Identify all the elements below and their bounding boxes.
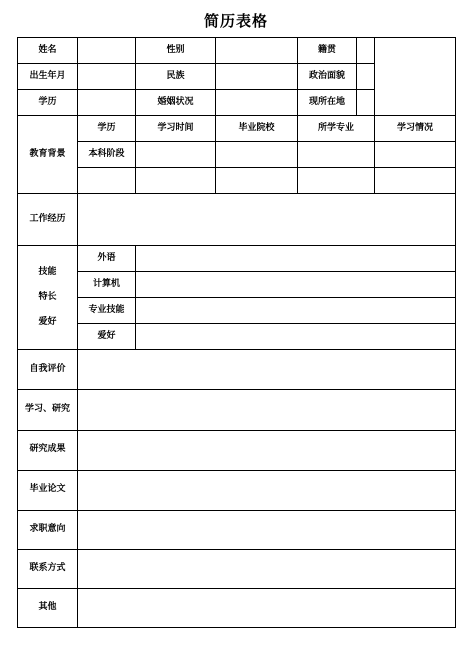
skills-label-line-2: 特长 bbox=[38, 291, 57, 302]
label-native-place: 籍贯 bbox=[298, 38, 357, 64]
field-birth-date[interactable] bbox=[78, 64, 136, 90]
label-ethnicity: 民族 bbox=[136, 64, 216, 90]
edu-header-study-period: 学习时间 bbox=[136, 116, 216, 142]
label-professional-skills: 专业技能 bbox=[78, 298, 136, 324]
label-self-evaluation: 自我评价 bbox=[18, 350, 78, 390]
label-education-level: 学历 bbox=[18, 90, 78, 116]
edu-header-school: 毕业院校 bbox=[216, 116, 298, 142]
edu-row-undergraduate: 本科阶段 bbox=[78, 142, 136, 168]
field-research-results[interactable] bbox=[78, 430, 456, 470]
label-political-status: 政治面貌 bbox=[298, 64, 357, 90]
field-other[interactable] bbox=[78, 588, 456, 627]
label-contact-info: 联系方式 bbox=[18, 549, 78, 588]
form-title: 简历表格 bbox=[203, 12, 268, 30]
field-foreign-language[interactable] bbox=[136, 246, 456, 272]
skills-label-line-3: 爱好 bbox=[38, 316, 57, 327]
label-hobbies: 爱好 bbox=[78, 324, 136, 350]
label-skills bbox=[18, 246, 78, 350]
edu-header-degree: 学历 bbox=[78, 116, 136, 142]
field-native-place[interactable] bbox=[357, 38, 375, 64]
edu-field-performance[interactable] bbox=[375, 142, 456, 168]
field-contact-info[interactable] bbox=[78, 549, 456, 588]
skills-label-line-1: 技能 bbox=[38, 266, 57, 277]
label-education-background: 教育背景 bbox=[18, 116, 78, 194]
label-computer: 计算机 bbox=[78, 272, 136, 298]
label-job-intention: 求职意向 bbox=[18, 510, 78, 549]
field-computer[interactable] bbox=[136, 272, 456, 298]
label-foreign-language: 外语 bbox=[78, 246, 136, 272]
field-self-evaluation[interactable] bbox=[78, 350, 456, 390]
field-hobbies[interactable] bbox=[136, 324, 456, 350]
edu-field-degree-2[interactable] bbox=[78, 168, 136, 194]
edu-field-study-period-2[interactable] bbox=[136, 168, 216, 194]
label-name: 姓名 bbox=[18, 38, 78, 64]
label-birth-date: 出生年月 bbox=[18, 64, 78, 90]
field-professional-skills[interactable] bbox=[136, 298, 456, 324]
edu-field-major[interactable] bbox=[298, 142, 375, 168]
label-research-results: 研究成果 bbox=[18, 430, 78, 470]
field-study-research[interactable] bbox=[78, 390, 456, 430]
label-study-research: 学习、研究 bbox=[18, 390, 78, 430]
edu-field-study-period[interactable] bbox=[136, 142, 216, 168]
label-thesis: 毕业论文 bbox=[18, 470, 78, 510]
field-marital-status[interactable] bbox=[216, 90, 298, 116]
field-gender[interactable] bbox=[216, 38, 298, 64]
resume-form-table bbox=[17, 37, 456, 628]
photo-area[interactable] bbox=[375, 38, 456, 116]
edu-field-performance-2[interactable] bbox=[375, 168, 456, 194]
label-gender: 性别 bbox=[136, 38, 216, 64]
field-job-intention[interactable] bbox=[78, 510, 456, 549]
label-current-location: 现所在地 bbox=[298, 90, 357, 116]
field-current-location[interactable] bbox=[357, 90, 375, 116]
edu-header-major: 所学专业 bbox=[298, 116, 375, 142]
edu-field-school-2[interactable] bbox=[216, 168, 298, 194]
label-other: 其他 bbox=[18, 588, 78, 627]
field-name[interactable] bbox=[78, 38, 136, 64]
field-ethnicity[interactable] bbox=[216, 64, 298, 90]
edu-field-school[interactable] bbox=[216, 142, 298, 168]
edu-header-performance: 学习情况 bbox=[375, 116, 456, 142]
field-education-level[interactable] bbox=[78, 90, 136, 116]
field-work-experience[interactable] bbox=[78, 194, 456, 246]
edu-field-major-2[interactable] bbox=[298, 168, 375, 194]
field-political-status[interactable] bbox=[357, 64, 375, 90]
field-thesis[interactable] bbox=[78, 470, 456, 510]
label-marital-status: 婚姻状况 bbox=[136, 90, 216, 116]
label-work-experience: 工作经历 bbox=[18, 194, 78, 246]
